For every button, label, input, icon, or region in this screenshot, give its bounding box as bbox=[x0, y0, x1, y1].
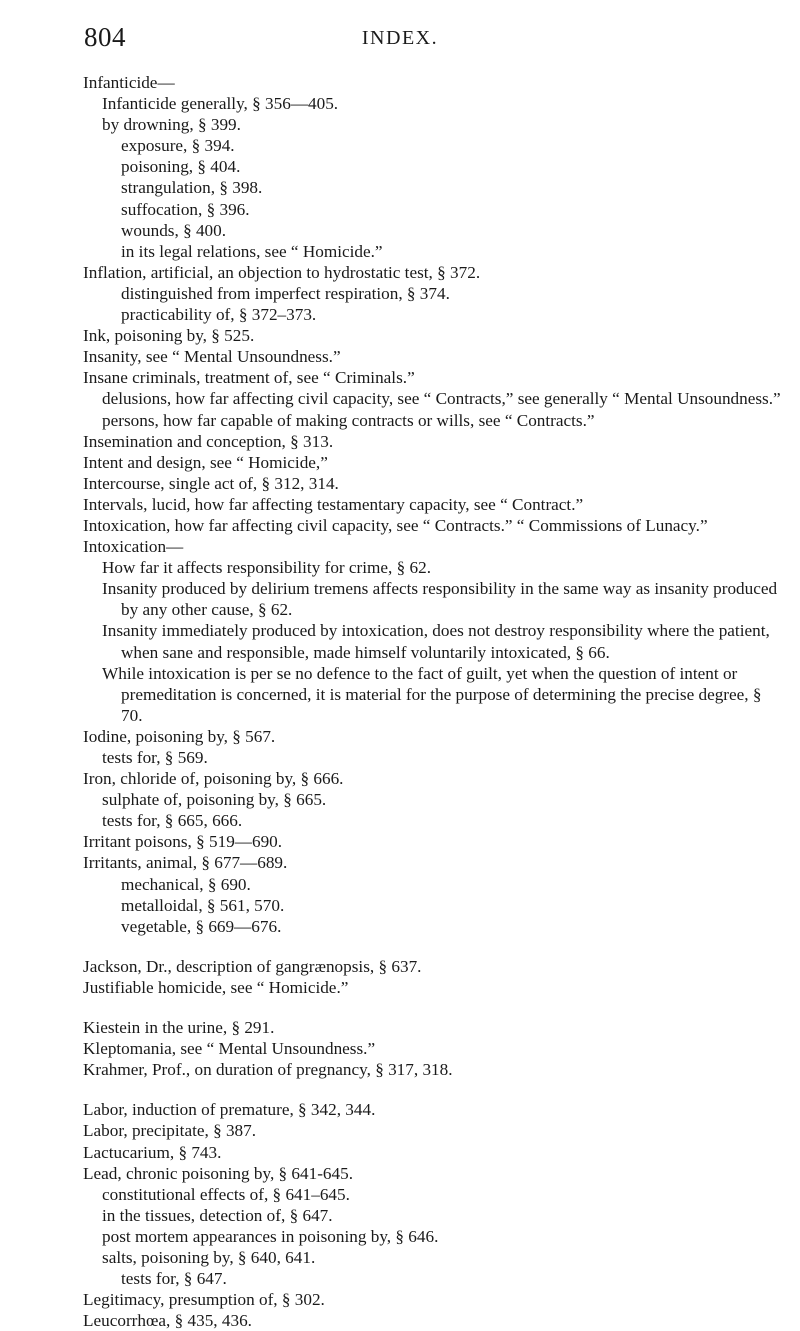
index-subentry: sulphate of, poisoning by, § 665. bbox=[102, 790, 327, 810]
index-subentry: Insanity immediately produced by intoxication, does not destroy responsibility where the patient, when sane and responsible, made himself voluntarily intoxicated, § 66. bbox=[102, 621, 770, 662]
index-entry: Justifiable homicide, see “ Homicide.” bbox=[83, 977, 349, 997]
index-subentry: tests for, § 665, 666. bbox=[102, 811, 243, 831]
index-entry: Intercourse, single act of, § 312, 314. bbox=[83, 473, 339, 493]
index-entry: Iron, chloride of, poisoning by, § 666. bbox=[83, 769, 344, 789]
section-gap bbox=[83, 1080, 783, 1099]
index-entry: Jackson, Dr., description of gangrænopsis, § 637. bbox=[83, 956, 422, 976]
index-subentry: constitutional effects of, § 641–645. bbox=[102, 1184, 350, 1204]
section-gap bbox=[83, 937, 783, 956]
index-subentry: by drowning, § 399. bbox=[102, 115, 241, 135]
index-subentry: delusions, how far affecting civil capacity, see “ Contracts,” see generally “ Mental Unsoundness.” bbox=[102, 389, 781, 409]
index-entry: Kleptomania, see “ Mental Unsoundness.” bbox=[83, 1039, 376, 1059]
index-entry: Infanticide— bbox=[83, 73, 175, 92]
index-entry: Irritant poisons, § 519—690. bbox=[83, 832, 283, 852]
index-subentry: salts, poisoning by, § 640, 641. bbox=[102, 1247, 316, 1267]
index-entry: Ink, poisoning by, § 525. bbox=[83, 326, 255, 346]
index-entry: Intoxication, how far affecting civil capacity, see “ Contracts.” “ Commissions of Lunacy.” bbox=[83, 515, 708, 535]
index-subentry: wounds, § 400. bbox=[121, 220, 227, 240]
index-subentry: in the tissues, detection of, § 647. bbox=[102, 1205, 333, 1225]
index-entry: Labor, induction of premature, § 342, 344. bbox=[83, 1100, 376, 1120]
index-subentry: post mortem appearances in poisoning by, § 646. bbox=[102, 1226, 439, 1246]
index-subentry: persons, how far capable of making contracts or wills, see “ Contracts.” bbox=[102, 410, 595, 430]
index-entry: Krahmer, Prof., on duration of pregnancy, § 317, 318. bbox=[83, 1060, 453, 1080]
index-entry: Kiestein in the urine, § 291. bbox=[83, 1018, 275, 1038]
index-subentry: vegetable, § 669—676. bbox=[121, 916, 282, 936]
index-subentry: exposure, § 394. bbox=[121, 136, 235, 156]
index-subentry: mechanical, § 690. bbox=[121, 874, 251, 894]
index-subentry: suffocation, § 396. bbox=[121, 199, 250, 219]
index-entry: Legitimacy, presumption of, § 302. bbox=[83, 1290, 325, 1310]
index-subentry: tests for, § 569. bbox=[102, 748, 208, 767]
index-entry: Iodine, poisoning by, § 567. bbox=[83, 726, 276, 746]
index-entry: Lactucarium, § 743. bbox=[83, 1142, 222, 1162]
index-entries bbox=[83, 72, 783, 1331]
index-subentry: poisoning, § 404. bbox=[121, 157, 241, 177]
section-gap bbox=[83, 998, 783, 1017]
index-entry: Intoxication— bbox=[83, 537, 184, 557]
index-entry: Insanity, see “ Mental Unsoundness.” bbox=[83, 347, 341, 367]
index-entry: Insane criminals, treatment of, see “ Criminals.” bbox=[83, 368, 415, 388]
index-entry: Leucorrhœa, § 435, 436. bbox=[83, 1311, 252, 1331]
index-entry: Insemination and conception, § 313. bbox=[83, 431, 334, 451]
index-subentry: How far it affects responsibility for crime, § 62. bbox=[102, 558, 432, 578]
index-subentry: strangulation, § 398. bbox=[121, 178, 263, 198]
page-number: 804 bbox=[84, 22, 126, 52]
index-subentry: distinguished from imperfect respiration, § 374. bbox=[121, 283, 450, 303]
index-entry: Inflation, artificial, an objection to hydrostatic test, § 372. bbox=[83, 262, 481, 282]
index-subentry: While intoxication is per se no defence to the fact of guilt, yet when the question of intent or premeditation is concerned, it is material for the purpose of determining the precise degree, § 70. bbox=[102, 663, 762, 725]
index-subentry: Infanticide generally, § 356—405. bbox=[102, 94, 339, 114]
index-entry: Irritants, animal, § 677—689. bbox=[83, 853, 288, 873]
index-subentry: metalloidal, § 561, 570. bbox=[121, 895, 285, 915]
index-entry: Labor, precipitate, § 387. bbox=[83, 1121, 257, 1141]
page-title: INDEX. bbox=[361, 27, 439, 49]
index-subentry: Insanity produced by delirium tremens affects responsibility in the same way as insanity produced by any other cause, § 62. bbox=[102, 579, 778, 620]
index-entry: Intervals, lucid, how far affecting testamentary capacity, see “ Contract.” bbox=[83, 494, 584, 514]
index-subentry: tests for, § 647. bbox=[121, 1269, 227, 1289]
index-entry: Lead, chronic poisoning by, § 641-645. bbox=[83, 1163, 354, 1183]
index-subentry: practicability of, § 372–373. bbox=[121, 305, 317, 325]
index-subentry: in its legal relations, see “ Homicide.” bbox=[121, 241, 383, 261]
index-entry: Intent and design, see “ Homicide,” bbox=[83, 452, 328, 472]
